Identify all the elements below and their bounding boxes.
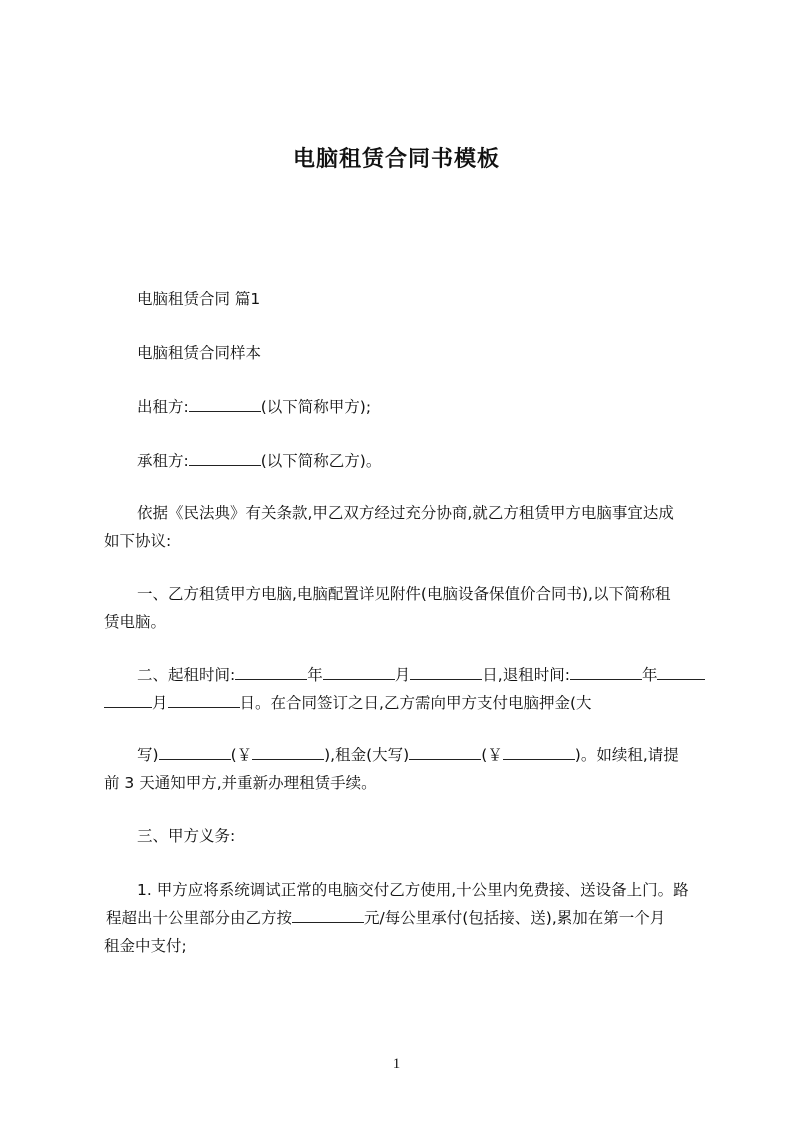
lessor-name-blank	[189, 398, 261, 412]
distance-charge-prefix: 程超出十公里部分由乙方按	[106, 909, 293, 927]
end-year-unit: 年	[641, 666, 658, 684]
lessor-line	[137, 397, 371, 417]
clause-1-line-2: 赁电脑。	[104, 613, 167, 631]
clause-3-item-1-line-3: 租金中支付;	[104, 937, 187, 955]
lessor-label: 出租方:	[137, 398, 189, 416]
deposit-written-open: 写)	[137, 746, 159, 764]
end-day-blank	[168, 694, 240, 708]
rent-end-label: 退租时间:	[502, 666, 570, 684]
start-month-blank	[323, 666, 395, 680]
rent-written-label: ),租金(大写)	[324, 746, 410, 764]
start-year-blank	[235, 666, 307, 680]
distance-charge-suffix: 元/每公里承付(包括接、送),累加在第一个月	[364, 909, 666, 927]
rent-written-blank	[409, 746, 481, 760]
start-month-unit: 月	[394, 666, 411, 684]
lessor-suffix: (以下简称甲方);	[260, 398, 372, 416]
clause-2-line-3	[137, 745, 679, 765]
clause-2-line-2	[104, 693, 592, 713]
lessee-line	[137, 451, 381, 471]
start-day-unit: 日,	[482, 666, 503, 684]
distance-charge-blank	[292, 909, 364, 923]
lessee-suffix: (以下简称乙方)。	[260, 452, 382, 470]
sample-title: 电脑租赁合同样本	[137, 344, 262, 362]
page-number: 1	[392, 1056, 401, 1072]
section-heading: 电脑租赁合同 篇1	[137, 290, 261, 308]
clause-2-line-4: 前 3 天通知甲方,并重新办理租赁手续。	[104, 774, 377, 792]
preamble-line-2: 如下协议:	[104, 532, 172, 550]
preamble-line-1: 依据《民法典》有关条款,甲乙双方经过充分协商,就乙方租赁甲方电脑事宜达成	[137, 504, 674, 522]
end-month-unit: 月	[152, 694, 168, 712]
lessee-label: 承租方:	[137, 452, 189, 470]
rent-start-label: 二、起租时间:	[137, 666, 236, 684]
clause-3-heading: 三、甲方义务:	[137, 827, 236, 845]
end-day-and-deposit-text: 日。在合同签订之日,乙方需向甲方支付电脑押金(大	[239, 694, 592, 712]
renewal-text: )。如续租,请提	[574, 746, 679, 764]
clause-3-item-1-line-2	[106, 908, 665, 928]
document-title: 电脑租赁合同书模板	[292, 147, 500, 172]
end-month-blank-part-2	[104, 694, 152, 708]
lessee-name-blank	[189, 452, 261, 466]
rent-currency-open: (￥	[481, 746, 503, 764]
clause-2-line-1	[137, 665, 705, 685]
start-year-unit: 年	[307, 666, 323, 684]
end-year-blank	[570, 666, 642, 680]
start-day-blank	[410, 666, 482, 680]
rent-amount-blank	[503, 746, 575, 760]
deposit-amount-blank	[252, 746, 324, 760]
deposit-currency-open: (￥	[230, 746, 253, 764]
deposit-written-blank	[159, 746, 231, 760]
clause-3-item-1-line-1: 1. 甲方应将系统调试正常的电脑交付乙方使用,十公里内免费接、送设备上门。路	[137, 881, 689, 899]
end-month-blank-part-1	[657, 666, 705, 680]
clause-1-line-1: 一、乙方租赁甲方电脑,电脑配置详见附件(电脑设备保值价合同书),以下简称租	[137, 585, 671, 603]
